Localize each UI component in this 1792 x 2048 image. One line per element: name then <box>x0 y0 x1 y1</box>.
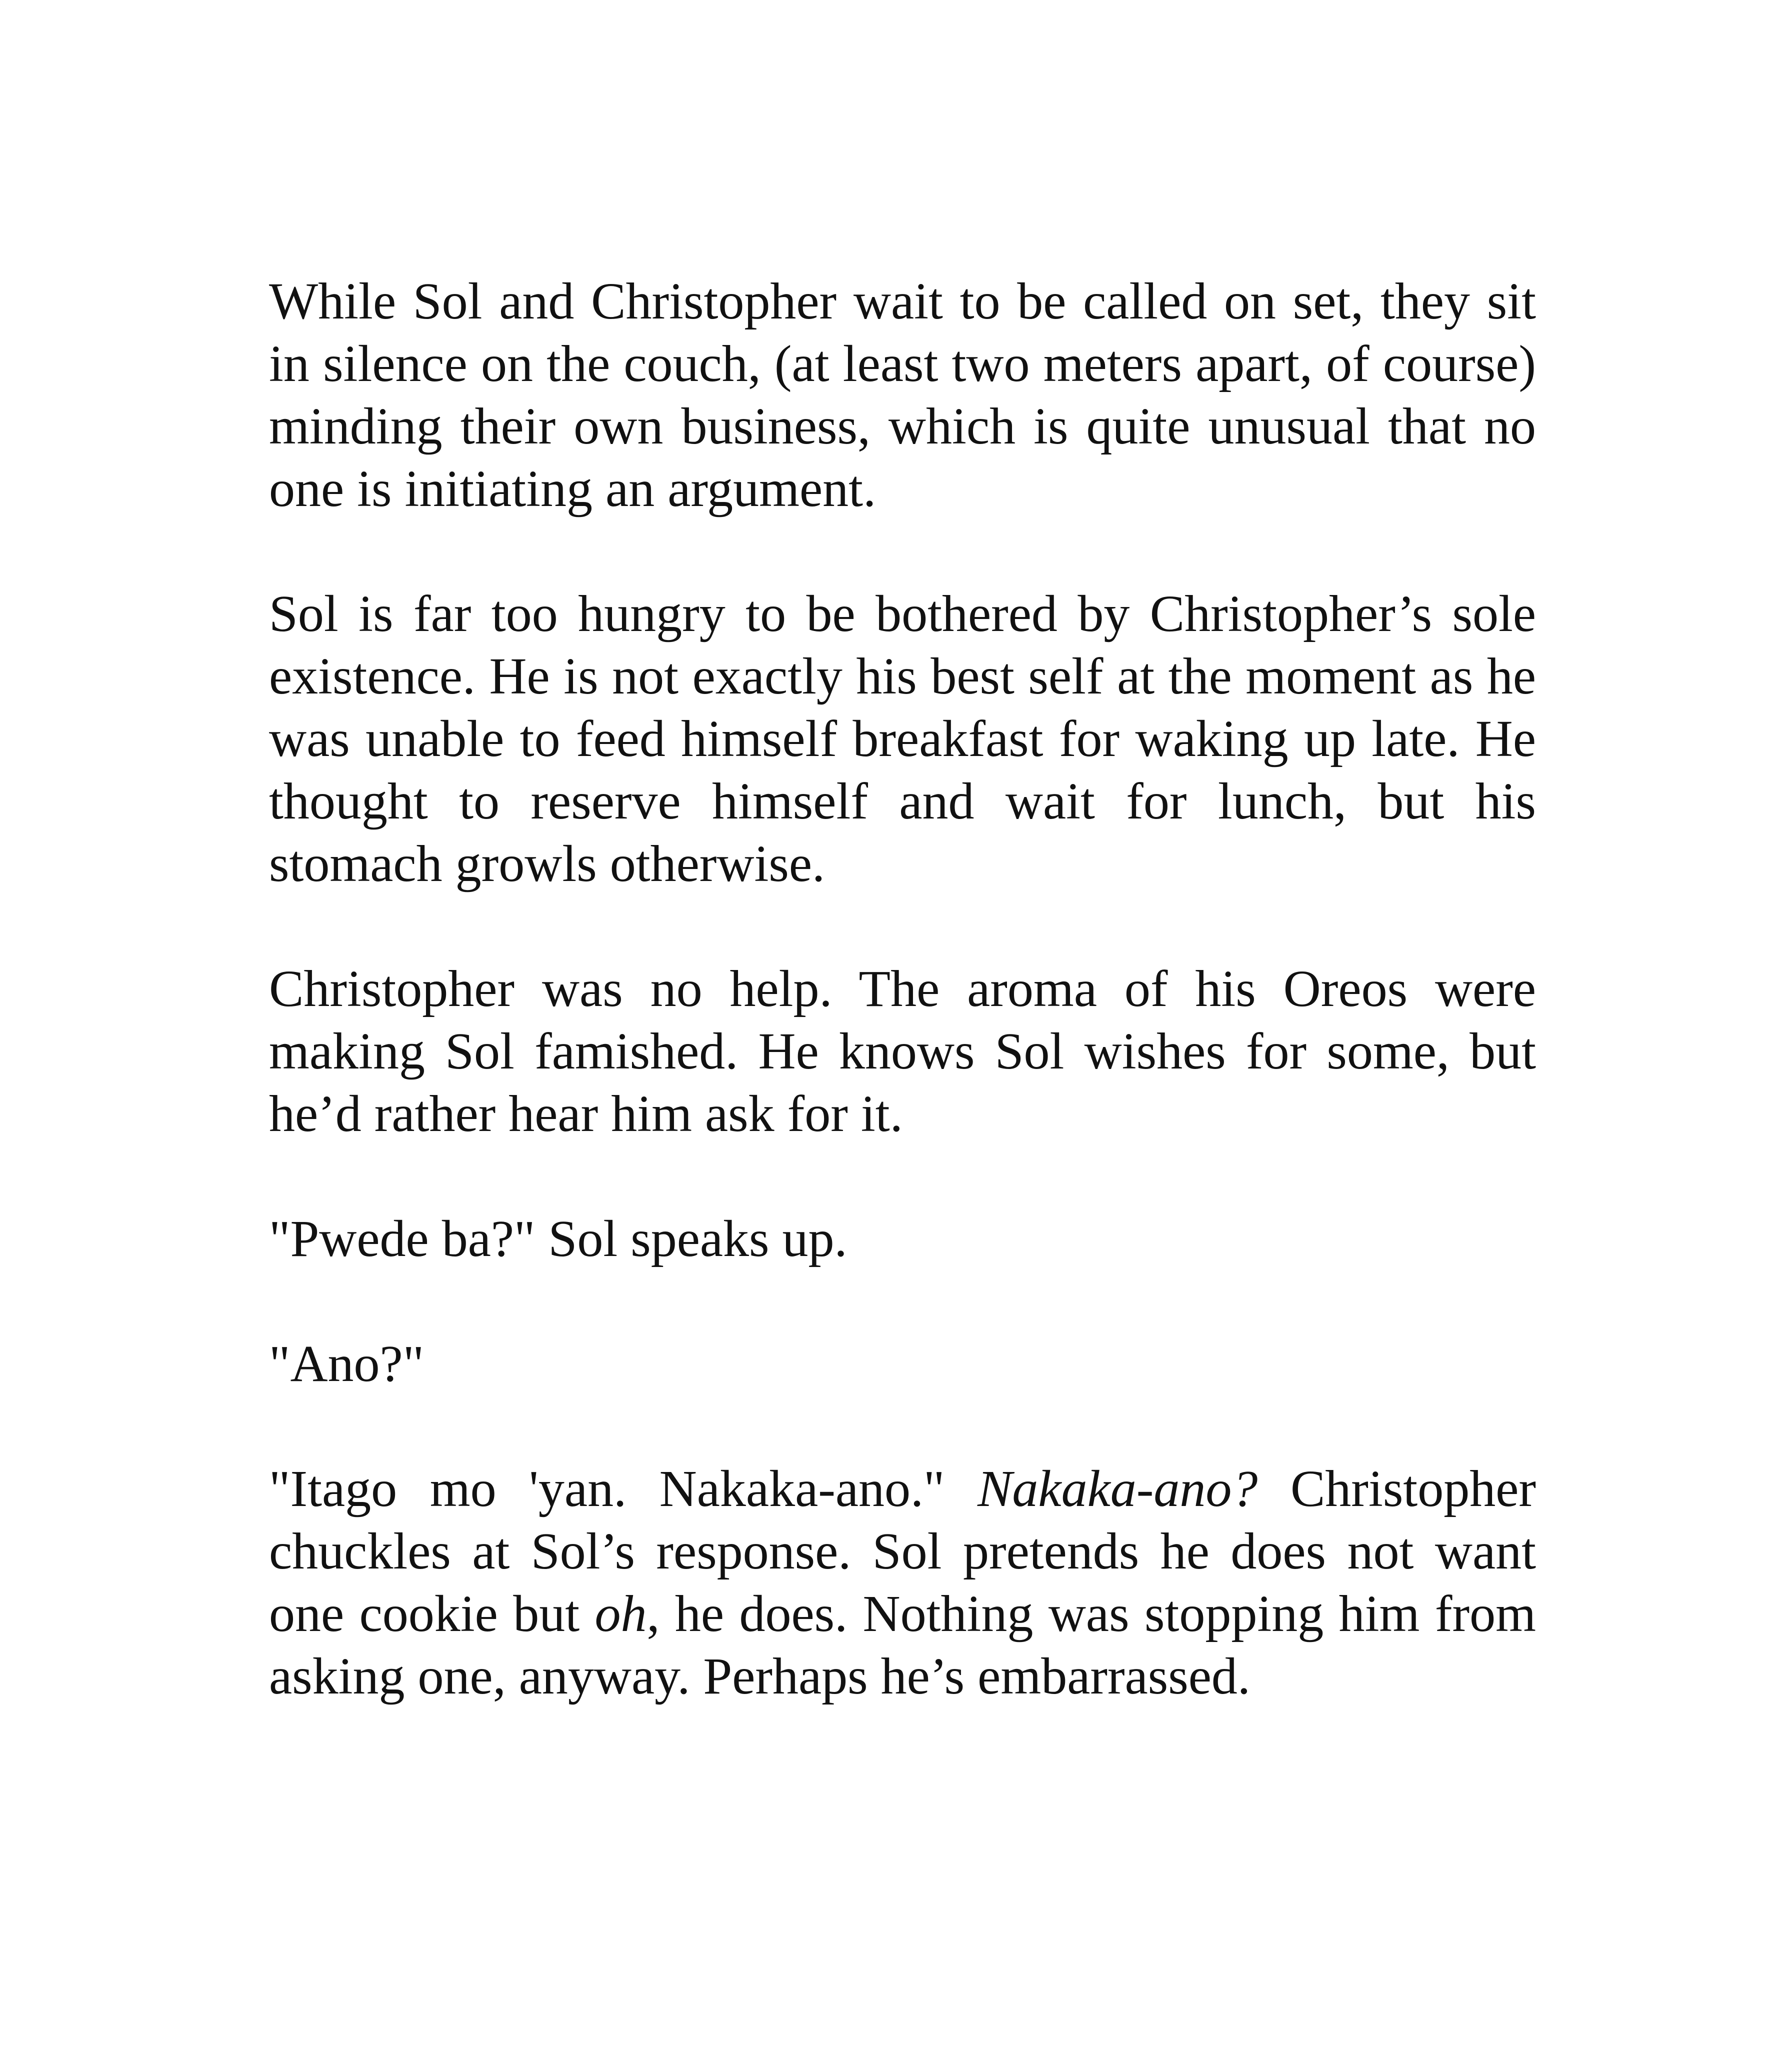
paragraph-4: "Pwede ba?" Sol speaks up. <box>269 1210 848 1268</box>
paragraph-3: Christopher was no help. The aroma of his Oreos were making Sol famished. He knows Sol wishes for some, but he’d rather hear him ask for it. <box>269 960 1536 1142</box>
paragraph-2: Sol is far too hungry to be bothered by Christopher’s sole existence. He is not exactly his best self at the moment as he was unable to feed himself breakfast for waking up late. He thought to reserve himself and wait for lunch, but his stomach growls otherwise. <box>269 585 1536 892</box>
story-text <box>269 270 1536 1708</box>
paragraph-6-part-1: "Itago mo 'yan. Nakaka-ano." <box>269 1460 978 1518</box>
paragraph-1: While Sol and Christopher wait to be called on set, they sit in silence on the couch, (at least two meters apart, of course) minding their own business, which is quite unusual that no one is initiating an argument. <box>269 272 1536 518</box>
paragraph-5: "Ano?" <box>269 1335 424 1392</box>
paragraph-6-italic-2: oh <box>594 1585 647 1642</box>
paragraph-6 <box>269 1458 1536 1708</box>
paragraph-6-part-2: Christopher chuckles at Sol’s response. Sol pretends he does not want one cookie but <box>269 1460 1536 1642</box>
paragraph-6-italic-1: Nakaka-ano? <box>978 1460 1258 1518</box>
paragraph-6-part-3: , he does. Nothing was stopping him from asking one, anyway. Perhaps he’s embarrassed. <box>269 1585 1536 1705</box>
